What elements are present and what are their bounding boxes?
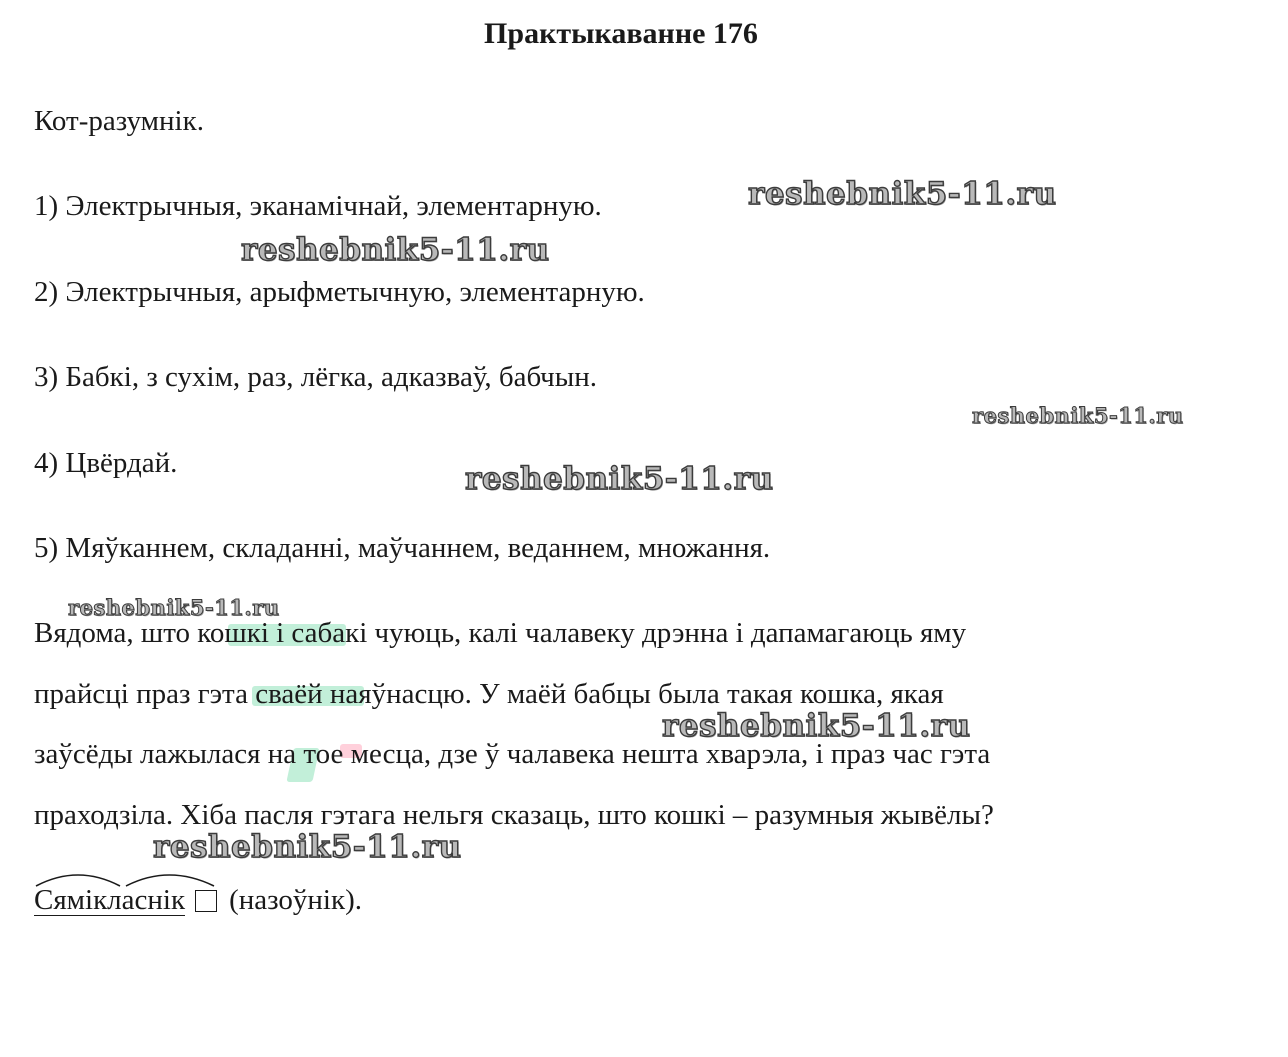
watermark: reshebnik5-11.ru — [241, 232, 550, 268]
morpheme-arcs-icon — [34, 868, 224, 888]
text-heading: Кот-разумнік. — [34, 105, 204, 137]
paragraph-line-4: праходзіла. Хіба пасля гэтага нельгя сказаць, што кошкі – разумныя жывёлы? — [34, 799, 994, 831]
answer-5: 5) Мяўканнем, складанні, маўчаннем, веданнем, множання. — [34, 532, 771, 564]
watermark: reshebnik5-11.ru — [153, 829, 462, 865]
watermark: reshebnik5-11.ru — [68, 595, 280, 620]
part-of-speech-note: (назоўнік). — [229, 884, 362, 916]
watermark: reshebnik5-11.ru — [662, 708, 971, 744]
paragraph-line-3: заўсёды лажылася на тое месца, дзе ў чалавека нешта хварэла, і праз час гэта — [34, 738, 991, 770]
answer-1: 1) Электрычныя, эканамічнай, элементарную. — [34, 190, 602, 222]
zero-ending-icon — [195, 890, 217, 912]
morphology-line — [34, 882, 362, 918]
answer-4: 4) Цвёрдай. — [34, 447, 178, 479]
paragraph-line-2: прайсці праз гэта сваёй наяўнасцю. У маёй бабцы была такая кошка, якая — [34, 678, 944, 710]
morphology-word — [34, 882, 185, 918]
watermark: reshebnik5-11.ru — [465, 461, 774, 497]
watermark: reshebnik5-11.ru — [972, 403, 1184, 428]
morphology-word-text: Сямікласнік — [34, 884, 186, 916]
paragraph-line-1: Вядома, што кошкі і сабакі чуюць, калі чалавеку дрэнна і дапамагаюць яму — [34, 617, 967, 649]
stem-underline — [34, 915, 185, 916]
answer-3: 3) Бабкі, з сухім, раз, лёгка, адказваў, бабчын. — [34, 361, 598, 393]
answer-2: 2) Электрычныя, арыфметычную, элементарную. — [34, 276, 645, 308]
page-title: Практыкаванне 176 — [484, 17, 758, 50]
watermark: reshebnik5-11.ru — [748, 176, 1057, 212]
